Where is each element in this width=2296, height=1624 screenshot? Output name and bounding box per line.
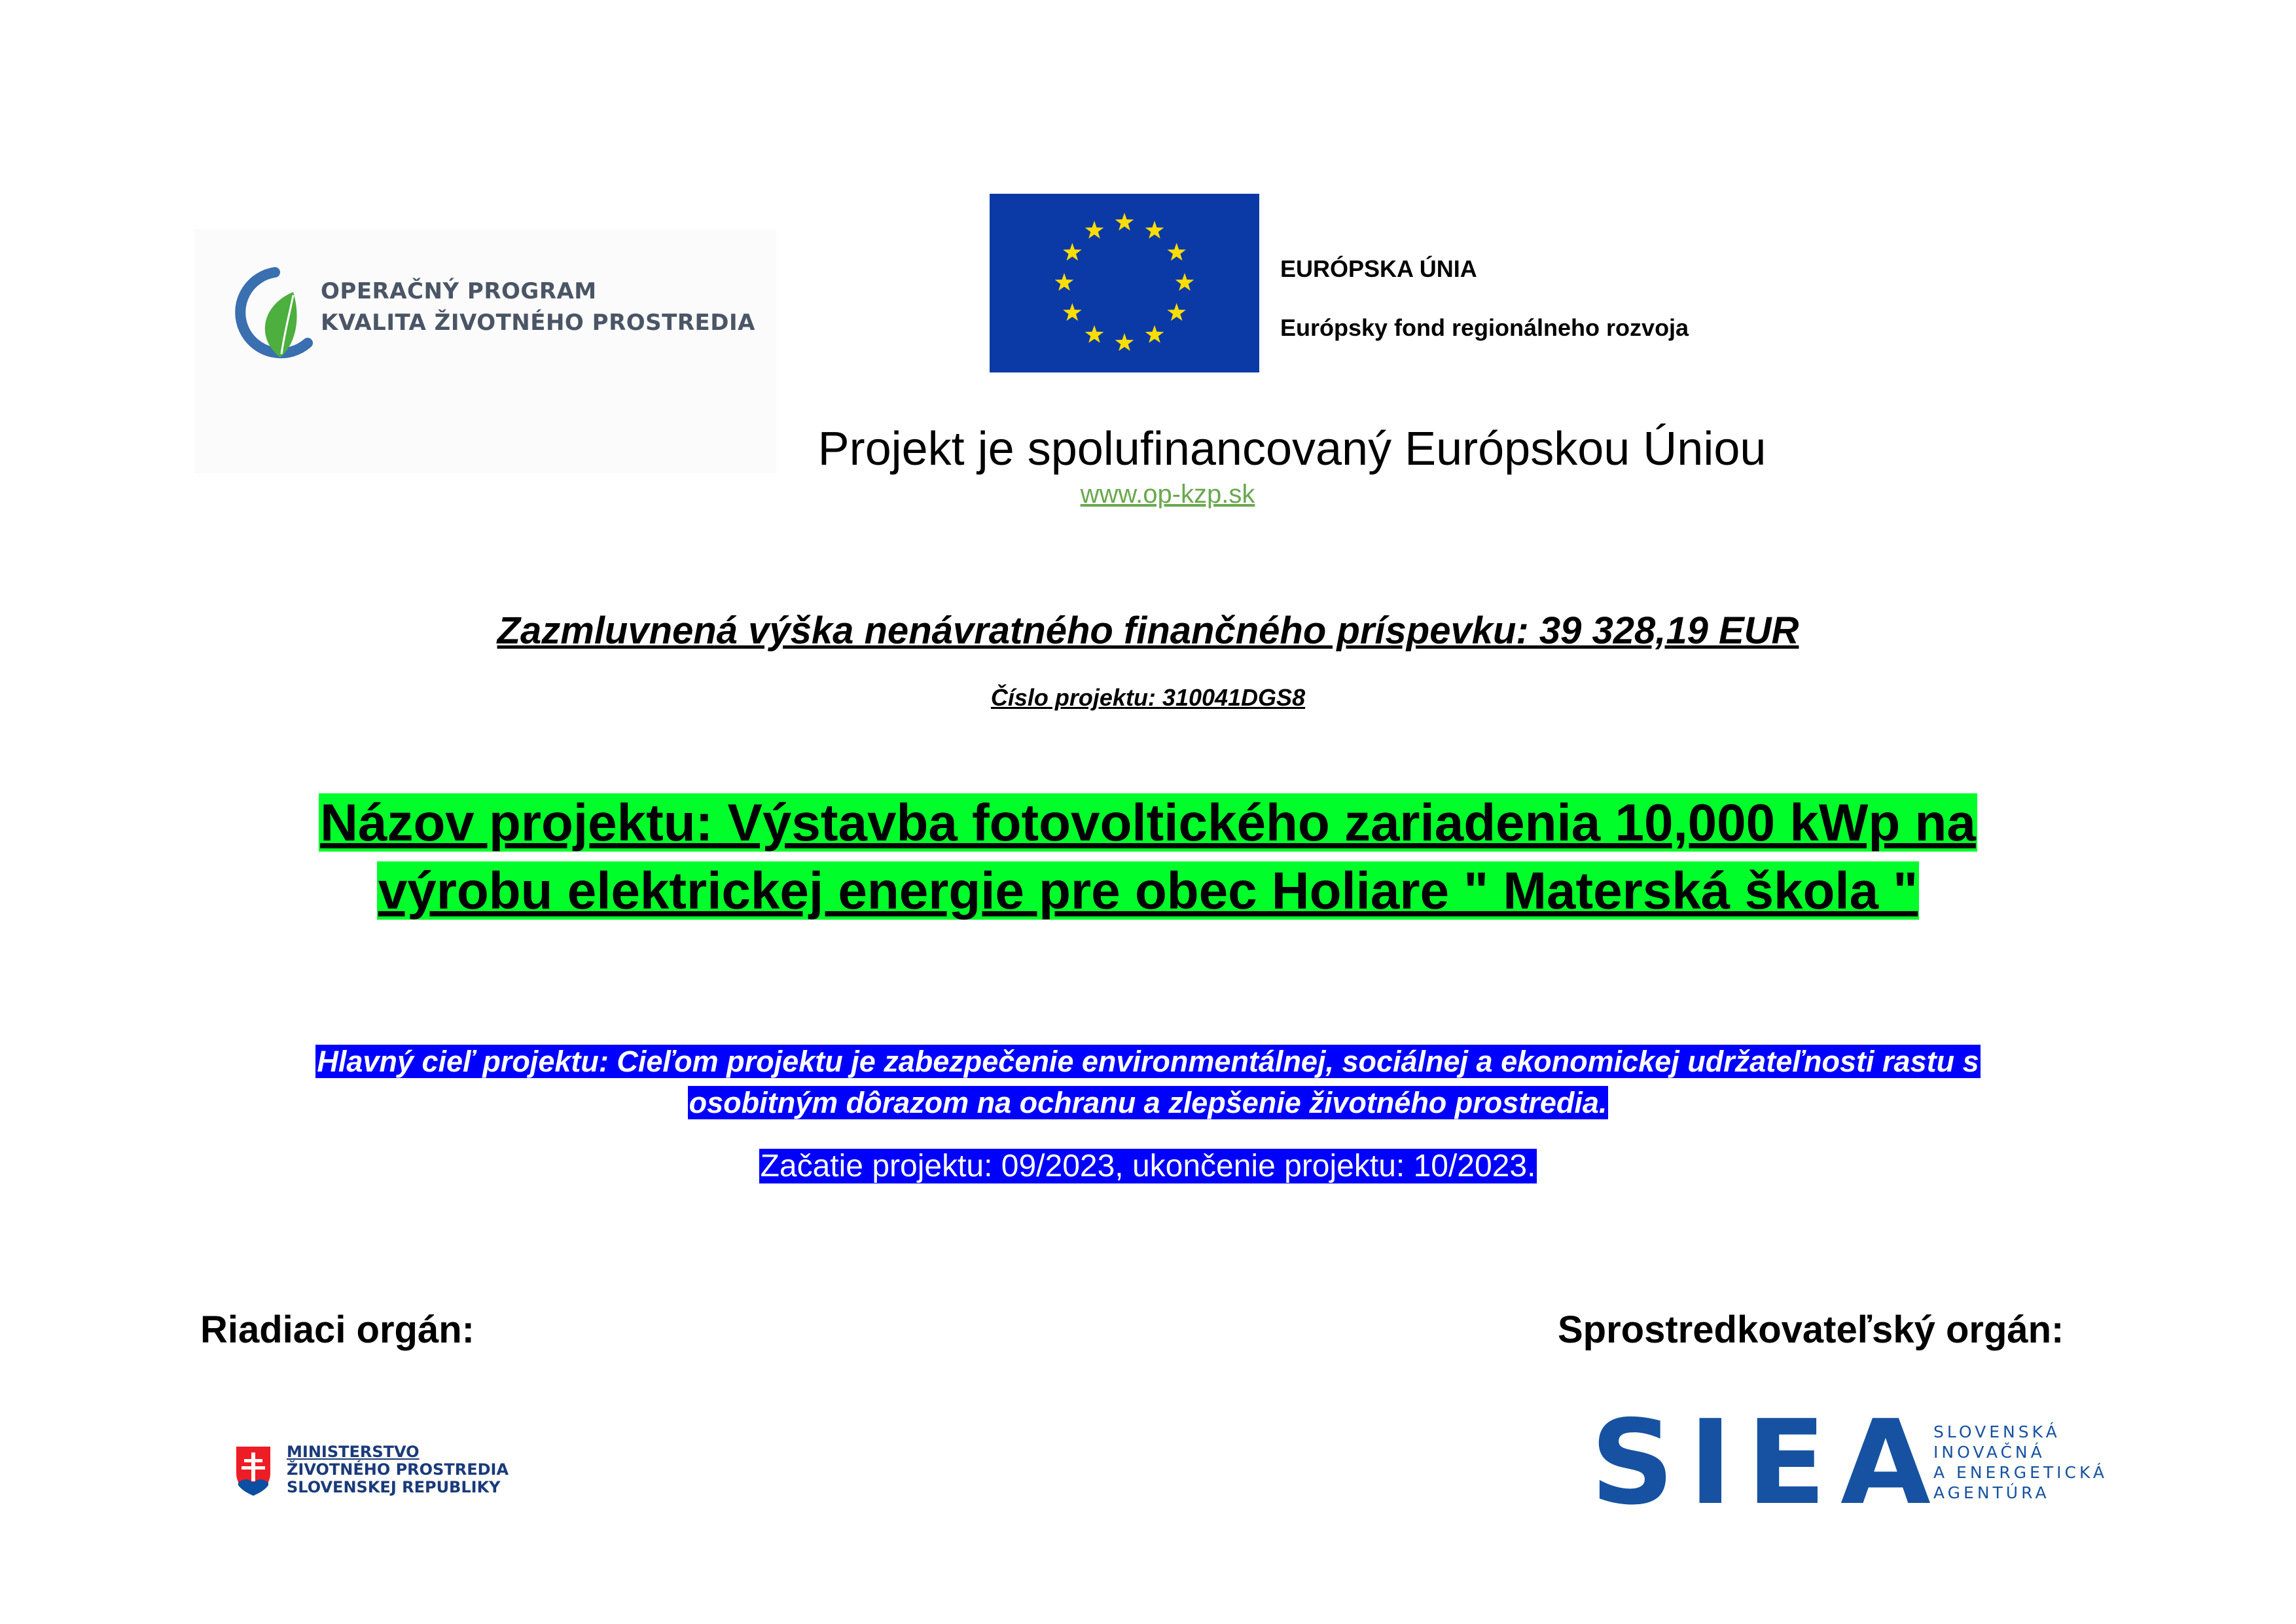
managing-authority-label: Riadiaci orgán: — [200, 1308, 475, 1351]
project-goal-line2: osobitným dôrazom na ochranu a zlepšenie životného prostredia. — [689, 1086, 1607, 1119]
project-number: Číslo projektu: 310041DGS8 — [990, 684, 1306, 711]
eu-flag — [990, 194, 1259, 372]
eu-star-icon — [1115, 213, 1134, 230]
contracted-amount: Zazmluvnená výška nenávratného finančného príspevku: 39 328,19 EUR — [497, 609, 1799, 652]
eu-star-icon — [1063, 243, 1082, 261]
op-kzp-line2: KVALITA ŽIVOTNÉHO PROSTREDIA — [321, 309, 755, 336]
op-kzp-leaf-icon — [229, 266, 321, 370]
eu-star-icon — [1115, 333, 1134, 351]
eu-stars-icon — [990, 194, 1259, 372]
slovak-coat-of-arms-icon — [234, 1445, 272, 1497]
eu-fund: Európsky fond regionálneho rozvoja — [1280, 314, 1689, 341]
website-link[interactable]: www.op-kzp.sk — [1080, 480, 1255, 509]
eu-text — [1280, 257, 1689, 375]
siea-line2: INOVAČNÁ — [1933, 1443, 2045, 1462]
siea-line4: AGENTÚRA — [1933, 1483, 2050, 1502]
ministry-line2: ŽIVOTNÉHO PROSTREDIA — [287, 1460, 509, 1479]
project-dates-text: Začatie projektu: 09/2023, ukončenie projektu: 10/2023. — [760, 1149, 1536, 1183]
eu-star-icon — [1175, 273, 1194, 291]
project-goal — [0, 1041, 2296, 1123]
siea-mark: SIEA — [1590, 1395, 1945, 1530]
eu-star-icon — [1055, 273, 1074, 291]
project-goal-line1: Hlavný cieľ projektu: Cieľom projektu je zabezpečenie environmentálnej, sociálnej a ekonomickej udržateľnosti rastu s — [317, 1045, 1979, 1078]
ministry-logo — [234, 1443, 509, 1502]
intermediate-body-label: Sprostredkovateľský orgán: — [1558, 1308, 2064, 1351]
eu-star-icon — [1167, 303, 1186, 321]
project-dates — [0, 1147, 2296, 1186]
ministry-logo-text — [287, 1443, 509, 1496]
eu-title: EURÓPSKA ÚNIA — [1280, 255, 1477, 282]
ministry-line1: MINISTERSTVO — [287, 1443, 420, 1461]
siea-full-name — [1933, 1422, 2108, 1503]
project-name-line2: výrobu elektrickej energie pre obec Holiare " Materská škola " — [378, 861, 1918, 920]
siea-logo — [1590, 1395, 2127, 1530]
siea-line3: A ENERGETICKÁ — [1933, 1463, 2108, 1482]
eu-star-icon — [1145, 325, 1164, 343]
project-name-line1: Názov projektu: Výstavba fotovoltického zariadenia 10,000 kWp na — [320, 793, 1976, 852]
op-kzp-line1: OPERAČNÝ PROGRAM — [321, 278, 597, 304]
eu-star-icon — [1063, 303, 1082, 321]
cofinanced-statement: Projekt je spolufinancovaný Európskou Úniou — [817, 423, 1767, 475]
op-kzp-logo-text — [321, 276, 755, 338]
project-name — [0, 789, 2296, 925]
siea-line1: SLOVENSKÁ — [1933, 1422, 2060, 1441]
eu-star-icon — [1085, 221, 1104, 238]
ministry-line3: SLOVENSKEJ REPUBLIKY — [287, 1478, 501, 1496]
eu-star-icon — [1085, 325, 1104, 343]
eu-star-icon — [1167, 243, 1186, 261]
eu-star-icon — [1145, 221, 1164, 238]
